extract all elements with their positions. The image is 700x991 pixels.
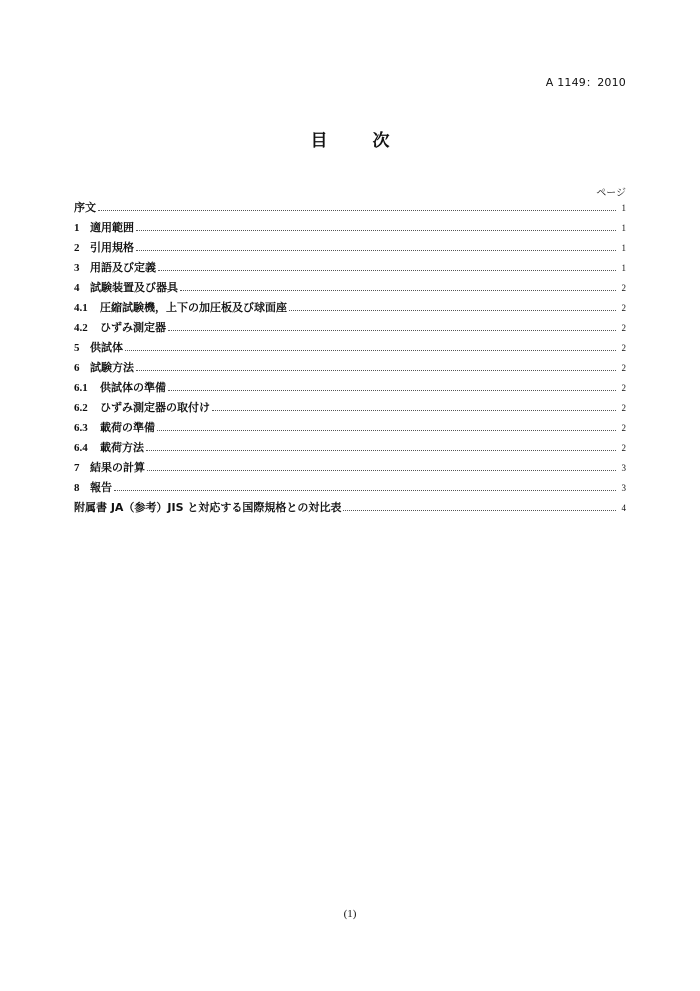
toc-entry-page: 1 [621, 243, 626, 253]
toc-entry[interactable] [74, 200, 626, 220]
toc-dot-leader [136, 249, 616, 251]
toc-dot-leader [157, 429, 616, 431]
toc-entry[interactable] [74, 220, 626, 240]
toc-entry-title: 載荷方法 [100, 441, 144, 454]
toc-entry-title: 試験方法 [90, 361, 134, 374]
toc-entry-title: 適用範囲 [90, 221, 134, 234]
toc-entry-title: ひずみ測定器 [100, 321, 166, 334]
toc-entry-page: 2 [621, 303, 626, 313]
toc-entry-page: 2 [621, 283, 626, 293]
standard-number: A 1149：2010 [545, 76, 626, 89]
toc-entry-number: 2 [74, 242, 80, 254]
toc-entry-page: 2 [621, 423, 626, 433]
toc-dot-leader [343, 509, 616, 511]
toc-dot-leader [114, 489, 616, 491]
toc-dot-leader [168, 389, 616, 391]
toc-dot-leader [136, 369, 616, 371]
toc-entry-number: 6.3 [74, 422, 88, 434]
toc-dot-leader [125, 349, 616, 351]
toc-entry-number: 4.2 [74, 322, 88, 334]
toc-entry-page: 4 [621, 503, 626, 513]
toc-dot-leader [212, 409, 616, 411]
toc-entry-title: 載荷の準備 [100, 421, 155, 434]
toc-entry[interactable] [74, 500, 626, 520]
toc-dot-leader [158, 269, 616, 271]
toc-entry[interactable] [74, 420, 626, 440]
toc-entry-page: 2 [621, 383, 626, 393]
toc-entry[interactable] [74, 260, 626, 280]
toc-entry[interactable] [74, 360, 626, 380]
toc-entry-page: 2 [621, 343, 626, 353]
toc-dot-leader [147, 469, 616, 471]
toc-dot-leader [180, 289, 616, 291]
toc-entry[interactable] [74, 280, 626, 300]
toc-entry-page: 2 [621, 443, 626, 453]
toc-entry-number: 4 [74, 282, 80, 294]
toc-entry-title: 結果の計算 [90, 461, 145, 474]
toc-entry[interactable] [74, 380, 626, 400]
toc-entry[interactable] [74, 320, 626, 340]
toc-entry-number: 6.1 [74, 382, 88, 394]
toc-dot-leader [146, 449, 616, 451]
toc-entry-number: 1 [74, 222, 80, 234]
toc-dot-leader [289, 309, 616, 311]
toc-dot-leader [136, 229, 616, 231]
toc-entry-title: 圧縮試験機，上下の加圧板及び球面座 [100, 301, 287, 314]
toc-entry-page: 2 [621, 403, 626, 413]
toc-entry-title: 序文 [74, 201, 96, 214]
toc-entry-number: 6 [74, 362, 80, 374]
toc-entry-page: 2 [621, 363, 626, 373]
toc-entry[interactable] [74, 340, 626, 360]
toc-entry[interactable] [74, 400, 626, 420]
toc-entry-number: 6.2 [74, 402, 88, 414]
toc-entry-number: 4.1 [74, 302, 88, 314]
toc-entry-number: 5 [74, 342, 80, 354]
toc-entry[interactable] [74, 240, 626, 260]
toc-entry[interactable] [74, 300, 626, 320]
toc-entry[interactable] [74, 460, 626, 480]
toc-entry-number: 3 [74, 262, 80, 274]
toc-entry-page: 1 [621, 203, 626, 213]
toc-entry-title: 供試体 [90, 341, 123, 354]
page-column-label: ページ [596, 188, 626, 199]
toc-entry-title: 供試体の準備 [100, 381, 166, 394]
toc-dot-leader [98, 209, 616, 211]
toc-entry-page: 1 [621, 223, 626, 233]
toc-entry-number: 8 [74, 482, 80, 494]
toc-entry-number: 7 [74, 462, 80, 474]
toc-dot-leader [168, 329, 616, 331]
page-title: 目 次 [310, 131, 404, 151]
toc-entry-page: 2 [621, 323, 626, 333]
toc-entry-page: 3 [621, 483, 626, 493]
toc-entry-title: 用語及び定義 [90, 261, 156, 274]
toc-entry-title: 報告 [90, 481, 112, 494]
toc-entry[interactable] [74, 480, 626, 500]
page-number: (1) [343, 908, 357, 920]
toc-entry-number: 6.4 [74, 442, 88, 454]
toc-entry[interactable] [74, 440, 626, 460]
toc-entry-title: 附属書 JA（参考）JIS と対応する国際規格との対比表 [74, 501, 342, 514]
toc-entry-title: ひずみ測定器の取付け [100, 401, 210, 414]
toc-entry-title: 引用規格 [90, 241, 134, 254]
toc-entry-title: 試験装置及び器具 [90, 281, 178, 294]
table-of-contents [74, 200, 626, 520]
toc-entry-page: 3 [621, 463, 626, 473]
toc-entry-page: 1 [621, 263, 626, 273]
